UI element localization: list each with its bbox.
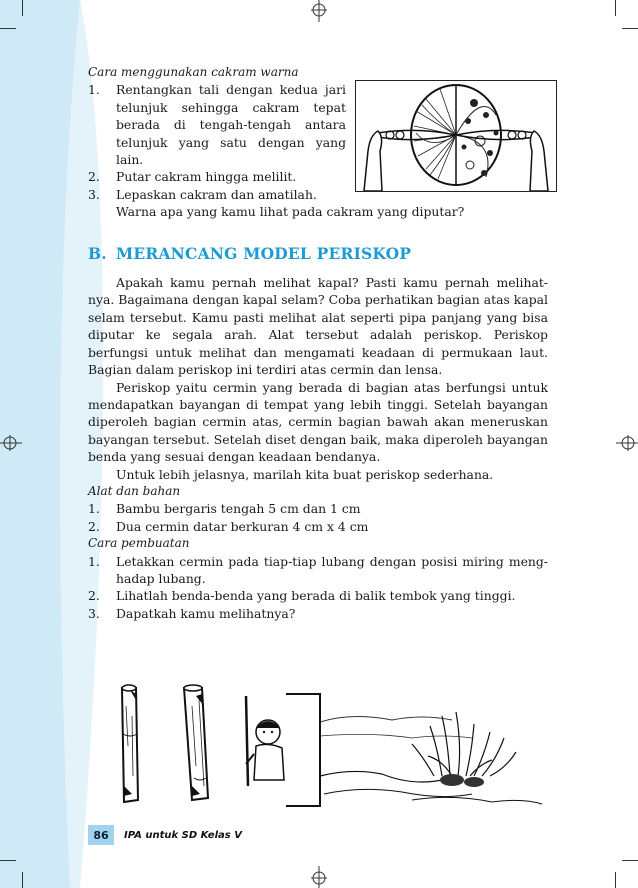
list-item [88,518,548,535]
list-text: Dapatkah kamu melihatnya? [116,605,296,621]
list-number: 1. [88,501,100,517]
bamboo-tube-icon [184,685,208,800]
list-item [88,553,548,588]
trim-mark [22,0,23,16]
rocks-icon [440,774,484,787]
trim-mark [622,28,638,29]
list-text: Letakkan cermin pada tiap-tiap lubang dengan posisi miring meng-hadap lubang. [116,553,548,586]
list-number: 2. [88,169,100,185]
list-number: 3. [88,605,100,621]
paragraph: Periskop yaitu cermin yang berada di bagian atas berfungsi untuk mendapatkan bayangan di tempat yang lebih tinggi. Setelah bayangan diperoleh bagian cermin atas, cermin bagian bawah akan meneruskan bayangan tersebut. Setelah diset dengan baik, maka diperoleh bayangan benda yang sesuai dengan keadaan bendanya. [88,379,548,465]
materials-heading: Alat dan bahan [88,483,181,498]
list-text: Lihatlah benda-benda yang berada di balik tembok yang tinggi. [116,588,516,604]
wheel-question: Warna apa yang kamu lihat pada cakram yang diputar? [116,204,465,220]
registration-mark-right [616,432,638,454]
bamboo-tube-icon [122,685,138,802]
registration-mark-left [0,432,22,454]
registration-mark-top [308,0,330,22]
list-text: Putar cakram hingga melilit. [116,169,297,185]
trim-mark [615,872,616,888]
wheel-usage-heading: Cara menggunakan cakram warna [88,65,299,79]
list-item [88,605,548,622]
trim-mark [0,860,16,861]
list-item [88,186,548,203]
list-item [88,168,548,185]
method-heading: Cara pembuatan [88,536,190,551]
trim-mark [0,28,16,29]
list-item [88,500,548,517]
trim-mark [615,0,616,16]
list-text: Dua cermin datar berkuran 4 cm x 4 cm [116,518,369,534]
book-title: IPA untuk SD Kelas V [124,829,242,841]
section-title-text: MERANCANG MODEL PERISKOP [116,243,412,263]
paragraph: Apakah kamu pernah melihat kapal? Pasti kamu pernah melihat-nya. Bagaimana dengan kapal selam? Coba perhatikan bagian atas kapal selam tersebut. Kamu pasti melihat alat seperti pipa panjang yang bisa diputar ke segala arah. Alat tersebut adalah periskop. Periskop berfungsi untuk melihat dan mengamati keadaan di permukaan laut. Bagian dalam periskop ini terdiri atas cermin dan lensa. [88,275,548,378]
list-item [88,81,346,168]
list-number: 2. [88,588,100,604]
section-letter: B. [88,243,107,263]
trim-mark [622,860,638,861]
registration-mark-bottom [308,866,330,888]
list-text: Lepaskan cakram dan amatilah. [116,186,317,202]
reeds-icon [412,712,516,776]
page-content [88,64,548,622]
list-number: 2. [88,518,100,534]
page-footer [88,823,242,847]
list-number: 1. [88,553,100,569]
list-number: 1. [88,82,100,98]
list-item [88,587,548,604]
trim-mark [22,872,23,888]
list-text: Rentangkan tali dengan kedua jari telunjuk sehingga cakram tepat berada di tengah-tengah antara telunjuk yang satu dengan yang lain. [116,82,346,168]
section-title [88,245,548,262]
page-number: 86 [88,825,114,845]
boy-figure-icon [246,696,284,786]
list-number: 3. [88,186,100,202]
periscope-illustration [112,676,548,812]
paragraph: Untuk lebih jelasnya, marilah kita buat periskop sederhana. [116,466,494,482]
list-text: Bambu bergaris tengah 5 cm dan 1 cm [116,501,361,517]
